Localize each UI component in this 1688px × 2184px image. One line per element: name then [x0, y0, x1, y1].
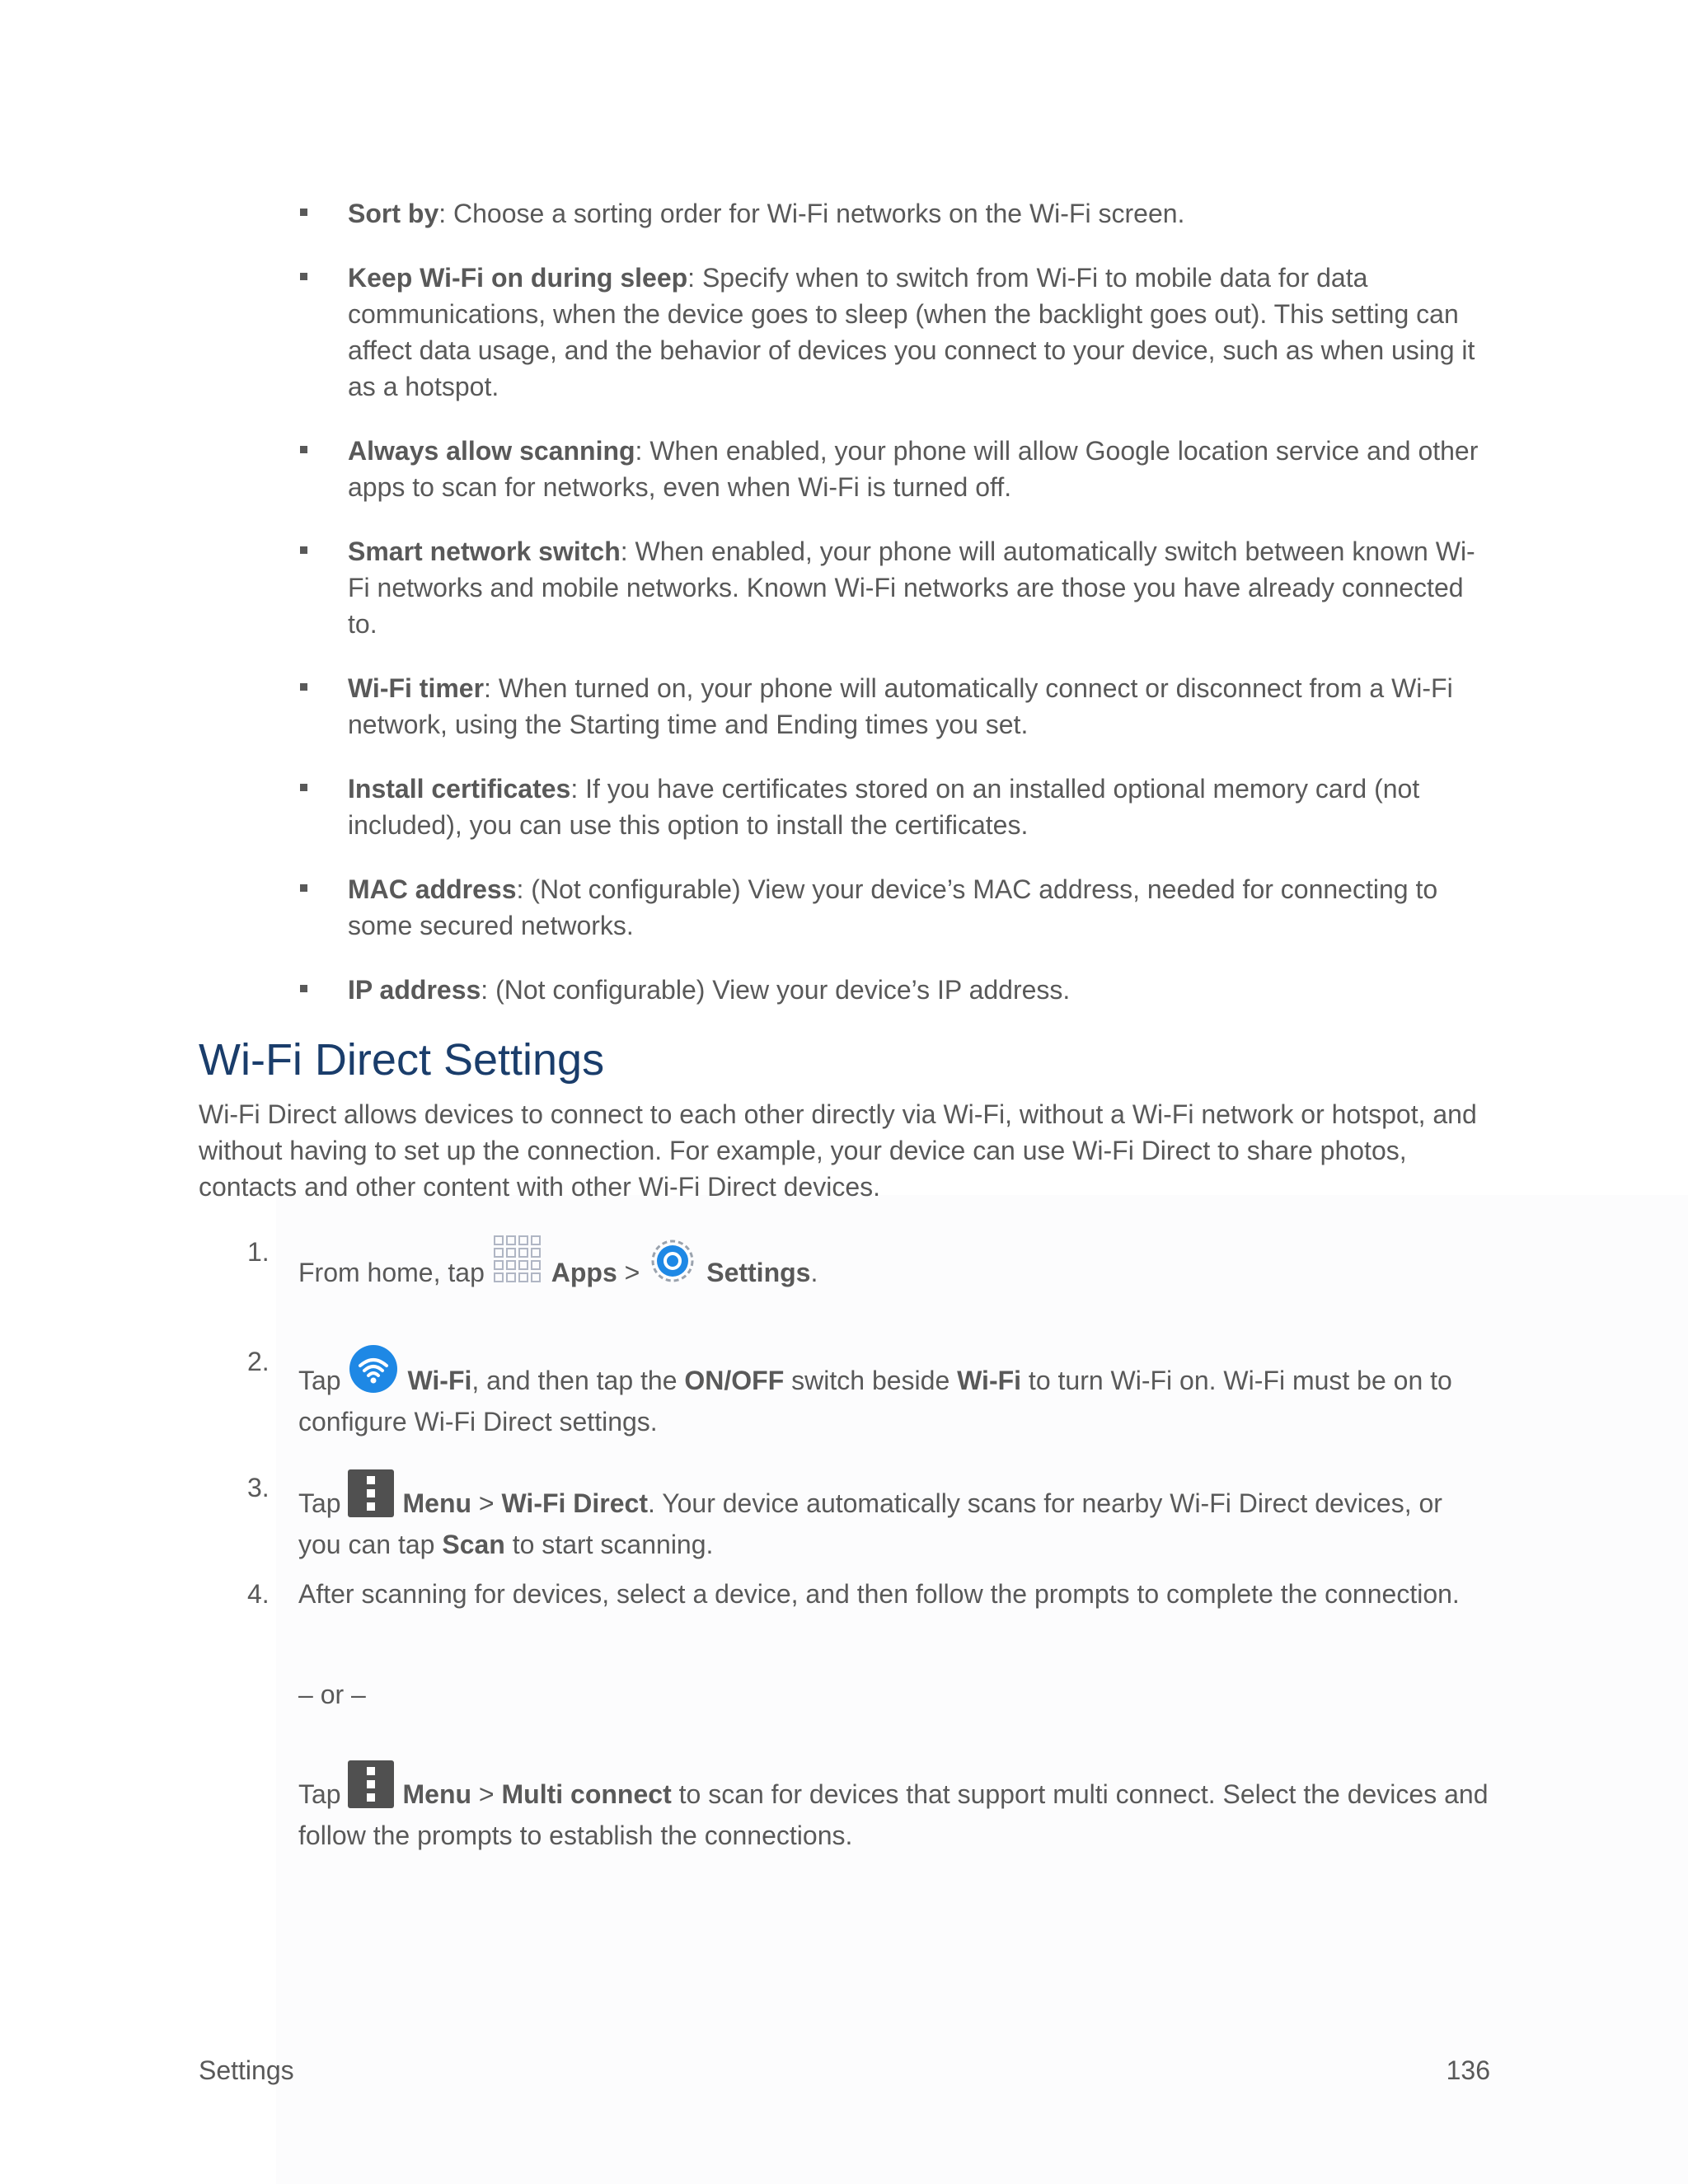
step-text	[298, 1234, 1492, 1296]
bullet-mac-address	[348, 871, 1493, 944]
scan-label: Scan	[442, 1530, 505, 1559]
bullet-marker	[300, 446, 307, 453]
step-number: 2.	[247, 1347, 270, 1376]
step-number: 4.	[247, 1579, 270, 1609]
step-text-part: , and then tap the	[471, 1366, 685, 1395]
menu-label: Menu	[402, 1488, 472, 1518]
bullet-marker	[300, 546, 307, 554]
bullet-term: Install certificates	[348, 774, 571, 804]
step-text-part: to start scanning.	[504, 1530, 714, 1559]
bullet-text: : When enabled, your phone will allow Google location service and other apps to scan for networks, even when Wi-Fi is turned off.	[348, 436, 1479, 502]
bullet-install-certificates	[348, 771, 1493, 843]
bullet-term: IP address	[348, 975, 481, 1005]
step-1	[247, 1234, 1492, 1296]
menu-dots-icon	[348, 1760, 394, 1817]
bullet-ip-address	[348, 972, 1493, 1008]
step-4-alternative	[247, 1760, 1492, 1854]
wifi-label: Wi-Fi	[957, 1366, 1022, 1395]
bullet-marker	[300, 784, 307, 791]
bullet-text: : Specify when to switch from Wi-Fi to mobile data for data communications, when the device goes to sleep (when the backlight goes out). This setting can affect data usage, and the behavior of devices you connect to your device, such as when using it as a hotspot.	[348, 263, 1475, 401]
bullet-text: : When enabled, your phone will automatically switch between known Wi-Fi networks and mobile networks. Known Wi-Fi networks are those you have already connected to.	[348, 537, 1475, 639]
section-intro: Wi-Fi Direct allows devices to connect to each other directly via Wi-Fi, without a Wi-Fi network or hotspot, and without having to set up the connection. For example, your device can use Wi-Fi Direct to share photos, contacts and other content with other Wi-Fi Direct devices.	[199, 1099, 1477, 1202]
bullet-term: Always allow scanning	[348, 436, 635, 466]
bullet-marker	[300, 209, 307, 216]
step-text-part: Tap	[298, 1366, 349, 1395]
bullet-term: Keep Wi-Fi on during sleep	[348, 263, 688, 293]
step-3	[247, 1469, 1492, 1563]
bullet-term: Smart network switch	[348, 537, 621, 566]
step-number: 3.	[247, 1473, 270, 1502]
footer-section-name: Settings	[199, 2055, 294, 2085]
step-text	[298, 1760, 1492, 1854]
apps-label: Apps	[551, 1258, 617, 1287]
bullet-marker	[300, 273, 307, 280]
menu-label: Menu	[402, 1779, 472, 1809]
step-4	[247, 1576, 1492, 1612]
bullet-sort-by	[348, 195, 1493, 232]
settings-bullet-list	[0, 195, 1688, 1036]
wifi-direct-label: Wi-Fi Direct	[501, 1488, 648, 1518]
step-text-part: .	[810, 1258, 818, 1287]
wifi-label: Wi-Fi	[407, 1366, 472, 1395]
wifi-icon	[348, 1343, 399, 1404]
bullet-text: : (Not configurable) View your device’s IP address.	[481, 975, 1071, 1005]
bullet-always-allow-scanning	[348, 433, 1493, 505]
bullet-marker	[300, 884, 307, 892]
step-text	[298, 1343, 1492, 1440]
step-number: 1.	[247, 1237, 270, 1267]
bullet-text: : Choose a sorting order for Wi-Fi networks on the Wi-Fi screen.	[438, 199, 1185, 228]
bullet-term: MAC address	[348, 874, 517, 904]
bullet-text: : If you have certificates stored on an installed optional memory card (not included), you can use this option to install the certificates.	[348, 774, 1420, 840]
bullet-text: : (Not configurable) View your device’s MAC address, needed for connecting to some secured networks.	[348, 874, 1438, 940]
bullet-text: : When turned on, your phone will automatically connect or disconnect from a Wi-Fi network, using the Starting time and Ending times you set.	[348, 673, 1453, 739]
bullet-wifi-timer	[348, 670, 1493, 743]
bullet-keep-wifi-on	[348, 260, 1493, 405]
settings-gear-icon	[647, 1235, 698, 1296]
separator: >	[471, 1488, 502, 1518]
step-text-part: to turn Wi-Fi on. Wi-Fi must be on to configure Wi-Fi Direct settings.	[298, 1366, 1452, 1436]
step-text-part: switch beside	[784, 1366, 958, 1395]
bullet-marker	[300, 985, 307, 992]
onoff-label: ON/OFF	[684, 1366, 785, 1395]
bullet-smart-network-switch	[348, 533, 1493, 642]
bullet-marker	[300, 683, 307, 691]
section-title: Wi-Fi Direct Settings	[199, 1035, 605, 1085]
step-text-part: . Your device automatically scans for nearby Wi-Fi Direct devices, or you can tap	[298, 1488, 1442, 1559]
step-text-part: Tap	[298, 1779, 349, 1809]
bullet-term: Wi-Fi timer	[348, 673, 485, 703]
menu-dots-icon	[348, 1469, 394, 1526]
step-text	[298, 1469, 1492, 1563]
separator: >	[471, 1779, 502, 1809]
multi-connect-label: Multi connect	[501, 1779, 672, 1809]
settings-label: Settings	[706, 1258, 811, 1287]
footer-page-number: 136	[1446, 2055, 1490, 2085]
bullet-term: Sort by	[348, 199, 439, 228]
apps-grid-icon	[492, 1234, 543, 1296]
step-text-part: From home, tap	[298, 1258, 492, 1287]
step-text-part: to scan for devices that support multi connect. Select the devices and follow the prompts to establish the connections.	[298, 1779, 1489, 1850]
step-text: After scanning for devices, select a device, and then follow the prompts to complete the connection.	[298, 1579, 1460, 1609]
or-separator	[247, 1676, 1492, 1713]
or-text: – or –	[298, 1680, 366, 1709]
step-2	[247, 1343, 1492, 1440]
separator: >	[617, 1258, 648, 1287]
step-text-part: Tap	[298, 1488, 349, 1518]
